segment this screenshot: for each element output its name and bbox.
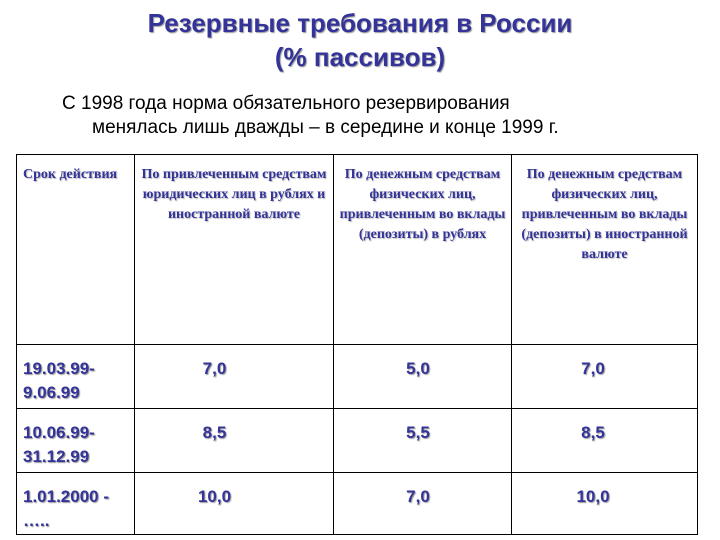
cell-period: 10.06.99-31.12.99	[17, 409, 135, 473]
header-individuals-rub: По денежным средствам физических лиц, привлеченным во вклады (депозиты) в рублях	[334, 155, 512, 345]
cell-individuals-rub: 5,0	[334, 345, 512, 409]
table-row	[17, 345, 698, 409]
cell-individuals-fx: 7,0	[512, 345, 698, 409]
cell-period: 1.01.2000 - …..	[17, 473, 135, 535]
cell-individuals-fx: 8,5	[512, 409, 698, 473]
cell-legal: 8,5	[135, 409, 334, 473]
table-header-row	[17, 155, 698, 345]
header-legal-entities: По привлеченным средствам юридических лиц в рублях и иностранной валюте	[135, 155, 334, 345]
header-period: Срок действия	[17, 155, 135, 345]
cell-individuals-fx: 10,0	[512, 473, 698, 535]
intro-text	[62, 92, 672, 140]
intro-line-1: С 1998 года норма обязательного резервирования	[62, 93, 510, 114]
title-line-1: Резервные требования в России	[147, 8, 573, 38]
table-row	[17, 409, 698, 473]
cell-individuals-rub: 5,5	[334, 409, 512, 473]
cell-legal: 10,0	[135, 473, 334, 535]
header-individuals-fx: По денежным средствам физических лиц, привлеченным во вклады (депозиты) в иностранной валюте	[512, 155, 698, 345]
intro-line-2: менялась лишь дважды – в середине и конце 1999 г.	[92, 117, 559, 138]
cell-legal: 7,0	[135, 345, 334, 409]
title-line-2: (% пассивов)	[274, 42, 446, 72]
cell-individuals-rub: 7,0	[334, 473, 512, 535]
table-row	[17, 473, 698, 535]
reserve-requirements-table	[16, 154, 698, 535]
slide-title	[0, 6, 720, 74]
cell-period: 19.03.99-9.06.99	[17, 345, 135, 409]
